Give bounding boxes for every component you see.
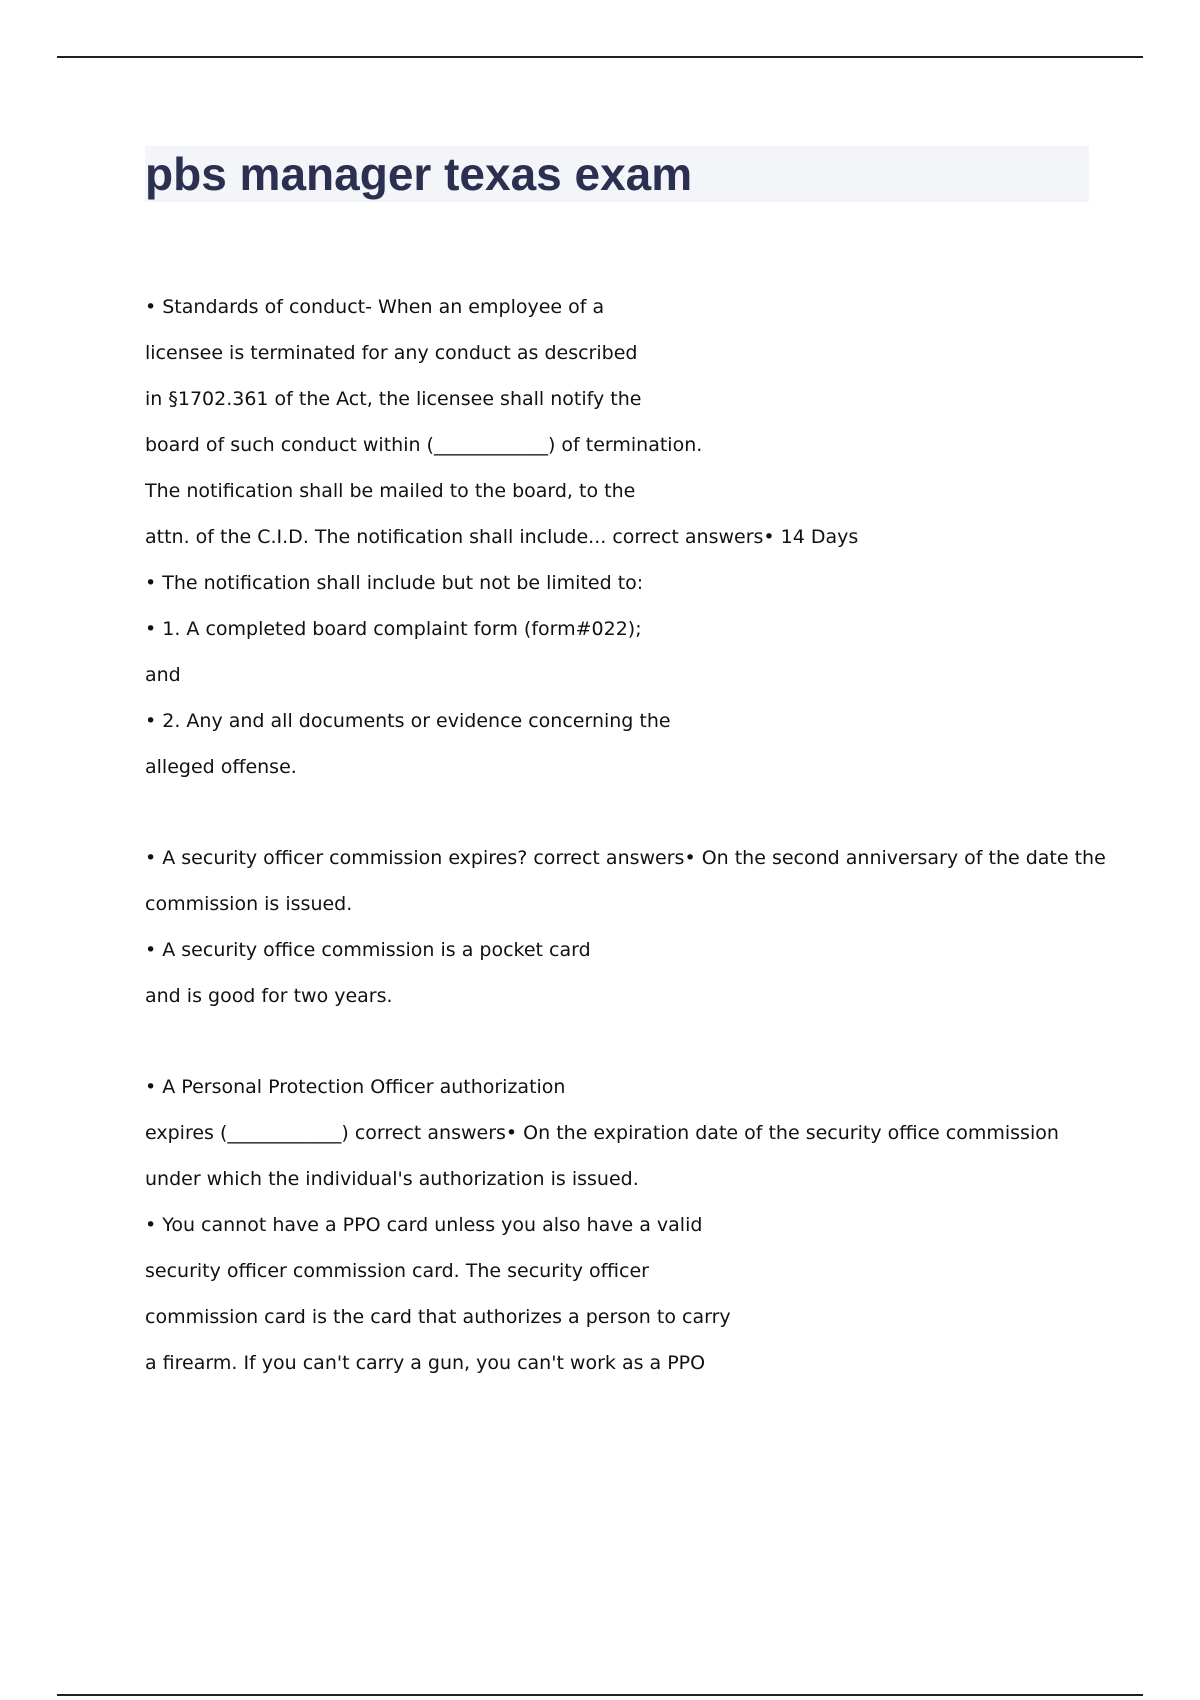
text-line: expires (____________) correct answers• On the expiration date of the security office commission (145, 1122, 1059, 1144)
text-line: security officer commission card. The security officer (145, 1260, 649, 1282)
document-body (145, 284, 1106, 1386)
text-line: • Standards of conduct- When an employee of a (145, 296, 605, 318)
text-line: • A security office commission is a pocket card (145, 939, 591, 961)
qa-section-termination-notice (145, 284, 1085, 790)
text-line: commission is issued. (145, 893, 353, 915)
text-line: • 2. Any and all documents or evidence concerning the (145, 710, 671, 732)
text-line: licensee is terminated for any conduct as described (145, 342, 638, 364)
text-line: • The notification shall include but not be limited to: (145, 572, 644, 594)
text-line: • A security officer commission expires? correct answers• On the second anniversary of the date the (145, 847, 1106, 869)
text-line: in §1702.361 of the Act, the licensee shall notify the (145, 388, 642, 410)
text-line: under which the individual's authorization is issued. (145, 1168, 639, 1190)
header-rule (57, 56, 1143, 58)
text-line: The notification shall be mailed to the board, to the (145, 480, 636, 502)
footer-rule (57, 1694, 1143, 1696)
text-line: commission card is the card that authorizes a person to carry (145, 1306, 731, 1328)
text-line: attn. of the C.I.D. The notification shall include... correct answers• 14 Days (145, 526, 859, 548)
text-line: alleged offense. (145, 756, 297, 778)
text-line: a firearm. If you can't carry a gun, you can't work as a PPO (145, 1352, 706, 1374)
text-line: board of such conduct within (____________) of termination. (145, 434, 703, 456)
text-line: and is good for two years. (145, 985, 393, 1007)
text-line: and (145, 664, 181, 686)
text-line: • You cannot have a PPO card unless you also have a valid (145, 1214, 703, 1236)
section-spacer (145, 1019, 1085, 1064)
qa-section-commission-expiry (145, 835, 1106, 1019)
text-line: • A Personal Protection Officer authorization (145, 1076, 566, 1098)
document-title: pbs manager texas exam (145, 148, 693, 200)
text-line: • 1. A completed board complaint form (form#022); (145, 618, 642, 640)
qa-section-ppo-authorization (145, 1064, 1085, 1386)
section-spacer (145, 790, 1085, 835)
